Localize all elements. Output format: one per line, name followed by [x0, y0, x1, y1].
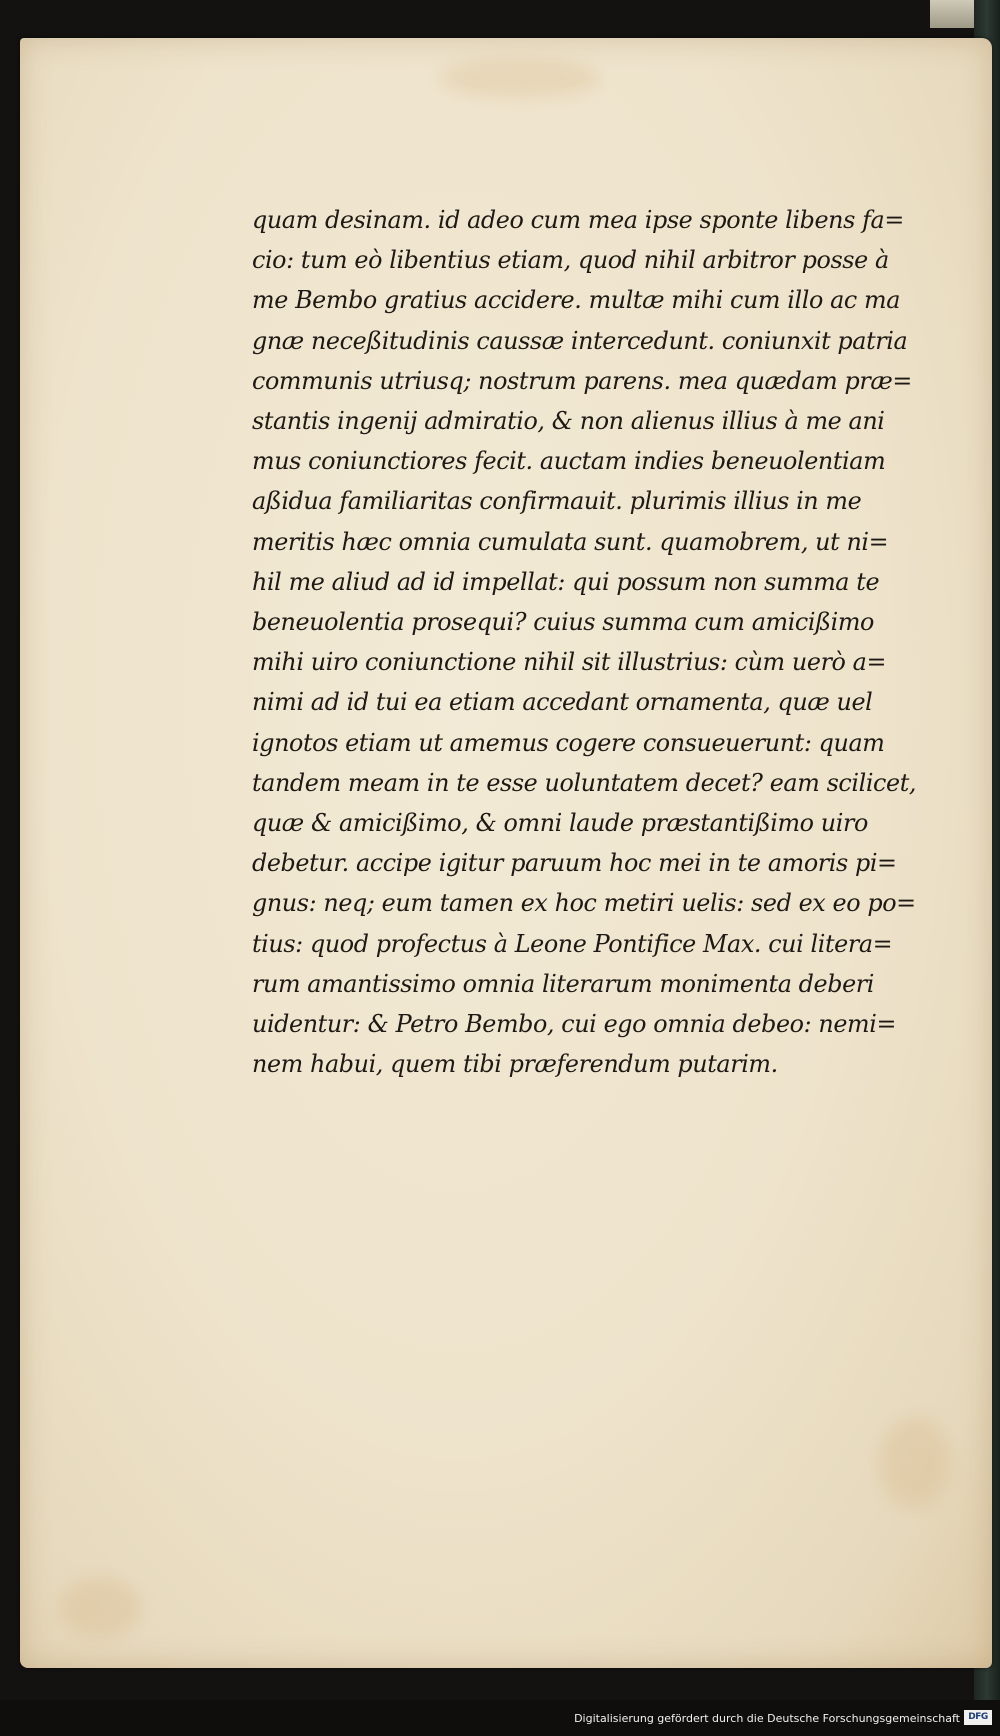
foxing-stain [60, 1578, 140, 1638]
foxing-stain [880, 1418, 950, 1508]
footer-bar [0, 1700, 1000, 1736]
text-line: quæ & amicißimo, & omni laude præstantißimo uiro [252, 809, 868, 838]
text-line: aßidua familiaritas confirmauit. plurimis illius in me [252, 487, 862, 516]
text-line: gnæ neceßitudinis caussæ intercedunt. coniunxit patria [252, 326, 908, 355]
text-line: nimi ad id tui ea etiam accedant ornamenta, quæ uel [252, 688, 873, 717]
text-line: cio: tum eò libentius etiam, quod nihil arbitror posse à [252, 246, 889, 275]
dfg-logo: DFG [964, 1710, 992, 1725]
text-line: beneuolentia prosequi? cuius summa cum amicißimo [252, 608, 874, 637]
text-line: hil me aliud ad id impellat: qui possum non summa te [252, 567, 880, 596]
funding-credit: Digitalisierung gefördert durch die Deutsche Forschungsgemeinschaft [574, 1712, 960, 1725]
text-line: mus coniunctiores fecit. auctam indies beneuolentiam [252, 447, 886, 476]
page-text [252, 200, 932, 1084]
foxing-stain [440, 58, 600, 98]
text-line: tandem meam in te esse uoluntatem decet? eam scilicet, [252, 768, 917, 797]
text-line: mihi uiro coniunctione nihil sit illustrius: cùm uerò a= [252, 648, 887, 677]
text-line: nem habui, quem tibi præferendum putarim. [252, 1050, 778, 1079]
text-line: quam desinam. id adeo cum mea ipse sponte libens fa= [252, 206, 904, 234]
text-line: meritis hæc omnia cumulata sunt. quamobrem, ut ni= [252, 527, 889, 556]
text-line: me Bembo gratius accidere. multæ mihi cum illo ac ma [252, 286, 901, 315]
text-line: tius: quod profectus à Leone Pontifice Max. cui litera= [252, 929, 893, 958]
text-line: uidentur: & Petro Bembo, cui ego omnia debeo: nemi= [252, 1010, 897, 1039]
text-line: rum amantissimo omnia literarum monimenta deberi [252, 969, 875, 998]
text-line: communis utriusq; nostrum parens. mea quædam præ= [252, 366, 912, 395]
text-line: ignotos etiam ut amemus cogere consueuerunt: quam [252, 728, 885, 757]
text-line: gnus: neq; eum tamen ex hoc metiri uelis: sed ex eo po= [252, 889, 916, 918]
text-line: stantis ingenij admiratio, & non alienus illius à me ani [252, 407, 885, 436]
text-line: debetur. accipe igitur paruum hoc mei in te amoris pi= [252, 849, 897, 878]
